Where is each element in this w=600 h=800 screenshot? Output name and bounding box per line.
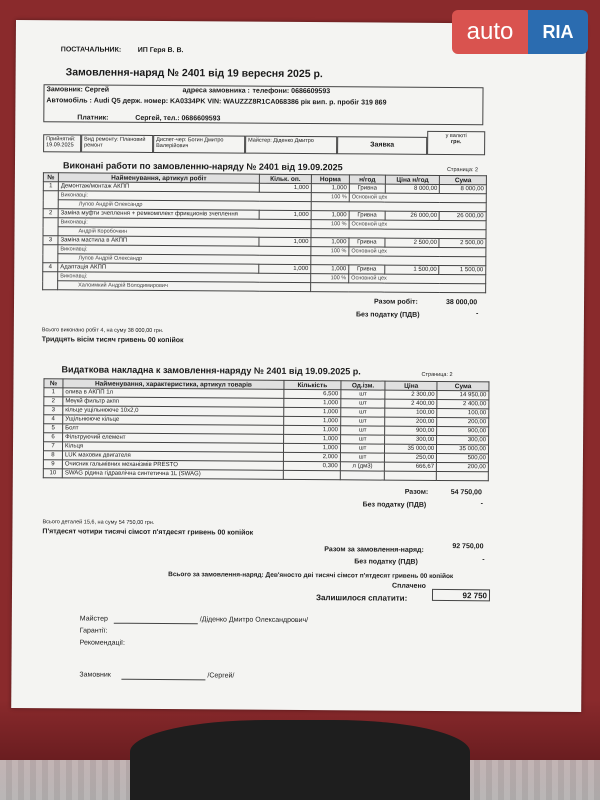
goods-n: 3: [44, 406, 63, 415]
work-qty: 1,000: [259, 210, 311, 219]
work-name: Заміна муфти зчеплення + ремкомплект фрикционів зчеплення: [58, 209, 259, 219]
goods-qty: 2,000: [283, 452, 340, 461]
paid-label: Сплачено: [392, 582, 427, 590]
work-price: 1 500,00: [385, 265, 440, 274]
supplier-name: ИП Геря В. В.: [137, 46, 184, 55]
goods-no-vat-label: Без податку (ПДВ): [362, 501, 427, 509]
goods-qty: 6,500: [284, 389, 341, 398]
goods-n: 5: [44, 424, 63, 433]
goods-price: 200,00: [385, 417, 437, 426]
work-sum: 8 000,00: [440, 184, 487, 193]
work-exec-base: Основной цех: [349, 247, 486, 257]
remaining-label: Залишилося сплатити:: [315, 593, 408, 603]
master-box: Майстер: Діденко Дмитро: [245, 136, 337, 155]
order-no-vat-label: Без податку (ПДВ): [354, 558, 418, 566]
goods-unit: шт: [341, 399, 386, 408]
col-header: Найменування, характеристика, артикул товарів: [63, 379, 284, 390]
remaining-value-box: 92 750: [432, 589, 490, 601]
works-summary-words: Тридцять вісім тисяч гривень 00 копійок: [41, 336, 184, 345]
payer-label: Платник:: [77, 114, 109, 122]
col-header: Од.ізм.: [341, 381, 386, 390]
customer-phone: телефони: 0686609593: [252, 87, 331, 96]
work-exec-base: Основной цех: [349, 220, 486, 230]
work-name: Демонтаж/монтаж АКПП: [58, 182, 259, 192]
work-exec-base: Основной цех: [349, 274, 486, 284]
customer-sign-line: [121, 679, 205, 681]
work-worker-row: [43, 281, 486, 293]
work-price: 2 500,00: [385, 238, 440, 247]
goods-n: 8: [43, 451, 62, 460]
col-header: Сума: [440, 175, 487, 184]
work-qty: 1,000: [259, 237, 311, 246]
goods-n: 7: [43, 442, 62, 451]
work-n: 2: [43, 209, 58, 218]
goods-price: 2 400,00: [385, 399, 437, 408]
goods-qty: 1,000: [284, 398, 341, 407]
goods-total-value: 54 750,00: [450, 489, 482, 497]
goods-title: Видаткова накладна к замовлення-наряду № 2401 від 19.09.2025 р.: [61, 364, 361, 377]
col-header: Кільк. оп.: [259, 174, 311, 183]
order-total-value: 92 750,00: [452, 543, 484, 551]
works-no-vat-label: Без податку (ПДВ): [355, 311, 420, 319]
works-table: [42, 172, 487, 293]
goods-n: 2: [44, 397, 63, 406]
master-sign-label: Майстер: [79, 615, 108, 623]
work-unit: Гривна: [349, 211, 385, 220]
goods-unit: шт: [340, 453, 385, 462]
goods-name: кільце ущільнююче 10х2,0: [63, 406, 284, 417]
work-worker: Халоимкий Андрій Володимирович: [58, 281, 311, 292]
goods-sum: 500,00: [437, 453, 489, 462]
col-header: №: [44, 379, 63, 388]
currency-label: у валюті: [445, 133, 467, 140]
col-header: №: [43, 173, 58, 182]
request-box: Заявка: [337, 136, 427, 155]
cell-empty: [43, 245, 58, 263]
goods-summary-small: Всього деталей 15,6, на суму 54 750,00 грн.: [42, 519, 155, 526]
works-page: Страница: 2: [446, 167, 479, 174]
work-name: Адаптація АКПП: [58, 263, 259, 273]
goods-row: [43, 469, 488, 481]
goods-name: Болт: [63, 424, 284, 435]
works-title: Виконані работи по замовленню-наряду № 2401 від 19.09.2025: [62, 160, 343, 173]
work-unit: Гривна: [349, 265, 385, 274]
order-title: Замовлення-наряд № 2401 від 19 вересня 2025 р.: [65, 66, 323, 81]
goods-price: 250,00: [385, 453, 437, 462]
work-exec-label: Виконавці:: [58, 218, 311, 229]
work-norm: 1,000: [311, 211, 349, 220]
goods-unit: шт: [340, 435, 385, 444]
col-header: Ціна: [385, 381, 437, 390]
work-exec-pct: 100 %: [311, 220, 349, 229]
cell-empty: [43, 218, 58, 236]
goods-name: SWAG рідина гідравлічна синтетична 1L (SWAG): [62, 469, 283, 480]
goods-price: 300,00: [385, 435, 437, 444]
watermark-auto: auto: [452, 10, 528, 54]
goods-name: Ущільнююче кільце: [63, 415, 284, 426]
cell-empty: [43, 272, 58, 290]
payer-value: Сергей, тел.: 0686609593: [135, 114, 221, 123]
col-header: Найменування, артикул робіт: [58, 173, 259, 183]
work-n: 3: [43, 236, 58, 245]
car-info: Автомобіль : Audi Q5 держ. номер: KA0334PK VIN: WAUZZZ8R1CA068386 рік вип. р. пробіг 319 869: [46, 97, 387, 107]
work-exec-base: Основной цех: [349, 193, 486, 203]
watermark-ria: RIA: [528, 10, 588, 54]
work-name: Заміна мастила в АКПП: [58, 236, 259, 246]
order-total-words: Всього за замовлення-наряд: Дев'яносто дві тисячі сімсот п'ятдесят гривень 00 копійок: [168, 571, 454, 581]
currency-value: грн.: [450, 139, 462, 146]
works-no-vat-value: -: [475, 310, 479, 318]
work-price: 26 000,00: [385, 211, 440, 220]
goods-name: олива в АКПП 1л: [63, 388, 284, 399]
work-worker: Андрій Коробочкин: [58, 227, 311, 238]
work-n: 4: [43, 263, 58, 272]
goods-page: Страница: 2: [421, 371, 453, 379]
goods-price: 2 300,00: [385, 390, 437, 399]
work-unit: Гривна: [349, 238, 385, 247]
goods-name: Мөүкй фильтр акпп: [63, 397, 284, 408]
goods-unit: шт: [340, 417, 385, 426]
goods-sum: 900,00: [437, 426, 489, 435]
works-total-label: Разом робіт:: [374, 298, 418, 306]
supplier-label: ПОСТАЧАЛЬНИК:: [60, 46, 122, 54]
goods-price: 900,00: [385, 426, 437, 435]
customer-box: [43, 84, 483, 125]
accepted-box: Прийнятий: 19.09.2025: [43, 134, 81, 152]
works-total-value: 38 000,00: [446, 299, 478, 307]
customer-sign-label: Замовник: [79, 671, 111, 679]
work-exec-pct: 100 %: [311, 274, 349, 283]
goods-sum: 14 950,00: [437, 390, 489, 399]
goods-unit: шт: [341, 408, 386, 417]
col-header: Норма: [311, 175, 349, 184]
goods-total-label: Разом:: [404, 488, 429, 496]
col-header: н/год: [349, 175, 385, 184]
currency-box: [427, 131, 485, 155]
goods-name: Фільтруючий елемент: [63, 433, 284, 444]
goods-summary-words: П'ятдесят чотири тисячі сімсот п'ятдесят гривень 00 копійок: [42, 528, 254, 537]
work-exec-label: Виконавці:: [58, 272, 311, 283]
work-exec-pct: 100 %: [311, 193, 349, 202]
goods-sum: 300,00: [437, 435, 489, 444]
shoe: [130, 720, 470, 800]
goods-unit: шт: [340, 426, 385, 435]
goods-n: 6: [44, 433, 63, 442]
repair-type-box: Вид ремонту: Плановий ремонт: [81, 134, 153, 153]
work-sum: 1 500,00: [439, 265, 486, 274]
goods-sum: 200,00: [437, 417, 489, 426]
goods-qty: 1,000: [284, 407, 341, 416]
recommend-label: Рекомендації:: [79, 639, 125, 647]
goods-sum: 35 000,00: [437, 444, 489, 453]
goods-table: [43, 378, 490, 481]
col-header: Сума: [437, 381, 489, 390]
order-no-vat-value: -: [482, 556, 485, 564]
col-header: Ціна н/год: [385, 175, 440, 184]
work-qty: 1,000: [259, 264, 311, 273]
cell-empty: [311, 283, 486, 293]
customer: Замовник: Сергей: [46, 86, 110, 94]
goods-price: 100,00: [385, 408, 437, 417]
work-price: 8 000,00: [385, 184, 440, 193]
goods-sum: [436, 471, 488, 480]
goods-price: 666,67: [385, 462, 437, 471]
goods-name: Кільця: [62, 442, 283, 453]
autoria-watermark: [452, 10, 588, 56]
work-n: 1: [43, 182, 58, 191]
customer-sign-name: /Сергей/: [207, 672, 235, 680]
goods-qty: 0,300: [283, 461, 340, 470]
goods-unit: [340, 471, 385, 480]
goods-n: 9: [43, 460, 62, 469]
goods-no-vat-value: -: [480, 500, 484, 508]
work-norm: 1,000: [311, 238, 349, 247]
work-norm: 1,000: [311, 265, 349, 274]
goods-qty: 1,000: [284, 434, 341, 443]
master-sign-line: [114, 623, 198, 625]
work-sum: 2 500,00: [439, 238, 486, 247]
goods-n: 4: [44, 415, 63, 424]
dispatcher-box: Диспет-чер: Богин Дмитро Валерійович: [153, 135, 245, 154]
work-exec-pct: 100 %: [311, 247, 349, 256]
master-sign-name: /Діденко Дмитро Олександрович/: [199, 616, 309, 625]
work-exec-label: Виконавці:: [58, 191, 311, 202]
warranty-label: Гарантії:: [79, 627, 108, 635]
goods-sum: 100,00: [437, 408, 489, 417]
cell-empty: [43, 191, 58, 209]
goods-price: [385, 471, 437, 480]
goods-unit: шт: [341, 390, 386, 399]
goods-price: 35 000,00: [385, 444, 437, 453]
work-norm: 1,000: [311, 184, 349, 193]
document-sheet: [11, 20, 586, 712]
order-total-label: Разом за замовлення-наряд:: [324, 546, 424, 554]
work-qty: 1,000: [259, 183, 311, 192]
goods-n: 10: [43, 469, 62, 478]
goods-qty: [283, 470, 340, 479]
col-header: Кількість: [284, 380, 341, 389]
goods-unit: шт: [340, 444, 385, 453]
customer-address: адреса замовника :: [182, 87, 250, 95]
goods-name: LUK маховик двигателя: [62, 451, 283, 462]
work-worker: Лупов Андрій Олександр: [58, 254, 311, 265]
goods-sum: 200,00: [437, 462, 489, 471]
work-sum: 26 000,00: [440, 211, 487, 220]
goods-qty: 1,000: [284, 416, 341, 425]
goods-sum: 2 400,00: [437, 399, 489, 408]
goods-n: 1: [44, 388, 63, 397]
work-unit: Гривна: [349, 184, 385, 193]
work-exec-label: Виконавці:: [58, 245, 311, 256]
goods-qty: 1,000: [284, 425, 341, 434]
goods-name: Очисник гальмівних механізмів PRESTO: [62, 460, 283, 471]
goods-qty: 1,000: [283, 443, 340, 452]
work-worker: Лупов Андрій Олександр: [58, 200, 311, 211]
goods-unit: л (дм3): [340, 462, 385, 471]
works-summary-small: Всього виконано робіт 4, на суму 38 000,00 грн.: [41, 327, 164, 335]
